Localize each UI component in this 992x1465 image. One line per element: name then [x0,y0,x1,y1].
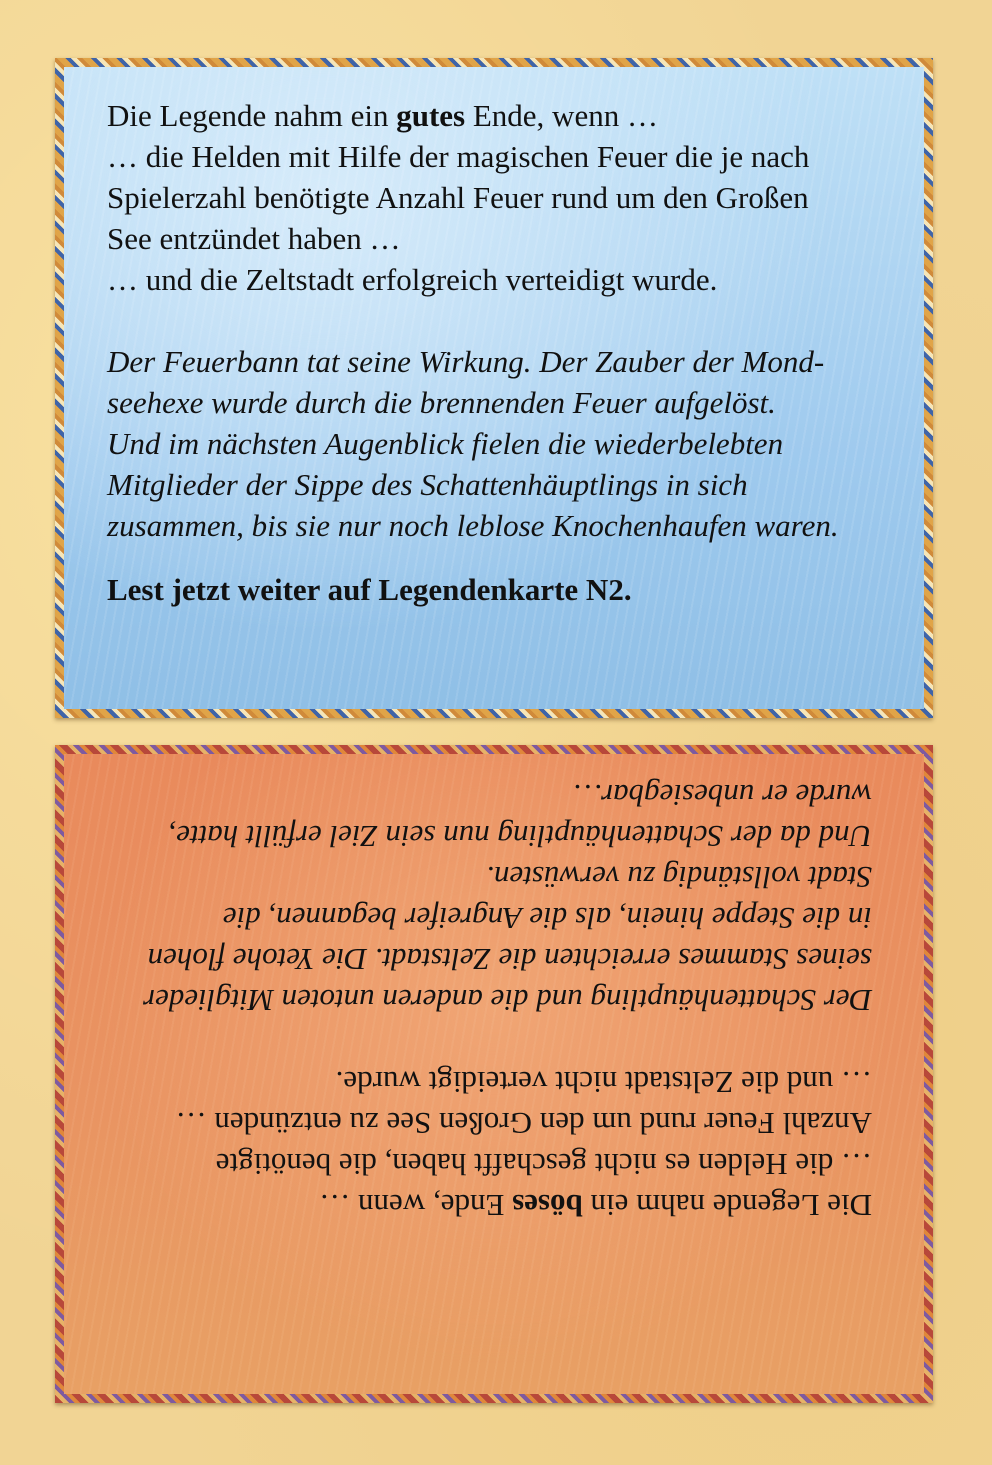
bad-ending-card [55,745,933,1403]
good-ending-text [107,95,904,610]
story-line: zusammen, bis sie nur noch leblose Knochenhaufen waren. [107,508,839,543]
bad-ending-text [84,775,872,1226]
story-line: seines Stammes erreichten die Zeltstadt. Die Yetohe flohen [147,942,872,977]
intro-text: Die Legende nahm ein [107,98,397,133]
condition-line: … und die Zeltstadt nicht verteidigt wurde. [335,1065,872,1100]
call-to-action: Lest jetzt weiter auf Legendenkarte N2. [107,572,632,607]
condition-line: … die Helden mit Hilfe der magischen Feuer die je nach [107,139,810,174]
condition-line: See entzündet haben … [107,221,401,256]
intro-bold-word: böses [512,1188,583,1223]
story-line: Und im nächsten Augenblick fielen die wiederbelebten [107,426,784,461]
story-line: in die Steppe hinein, als die Angreifer begannen, die [222,901,872,936]
condition-line: Spielerzahl benötigte Anzahl Feuer rund um den Großen [107,180,809,215]
story-line: Und da der Schattenhäuptling nun sein Ziel erfüllt hatte, [168,819,872,854]
intro-text-end: Ende, wenn … [319,1188,513,1223]
story-line: seehexe wurde durch die brennenden Feuer aufgelöst. [107,385,776,420]
condition-line: … die Helden es nicht geschafft haben, die benötigte [215,1147,872,1182]
bad-ending-intro [84,1185,872,1226]
bad-ending-rotated [64,754,924,1394]
story-line: Mitglieder der Sippe des Schattenhäuptlings in sich [107,467,748,502]
story-line: Der Feuerbann tat seine Wirkung. Der Zauber der Mond- [107,344,825,379]
intro-text-end: Ende, wenn … [465,98,658,133]
good-ending-story [107,341,904,546]
condition-line: … und die Zeltstadt erfolgreich verteidigt wurde. [107,262,718,297]
condition-line: Anzahl Feuer rund um den Großen See zu entzünden … [175,1106,872,1141]
good-ending-card [55,58,933,718]
story-line: Stadt vollständig zu verwüsten. [486,860,872,895]
story-line: Der Schattenhäuptling und die anderen untoten Mitglieder [143,983,872,1018]
story-line: wurde er unbesiegbar… [573,778,872,813]
intro-text: Die Legende nahm ein [582,1188,872,1223]
intro-bold-word: gutes [396,98,466,133]
bad-ending-story [84,775,872,1021]
good-ending-intro [107,95,904,136]
